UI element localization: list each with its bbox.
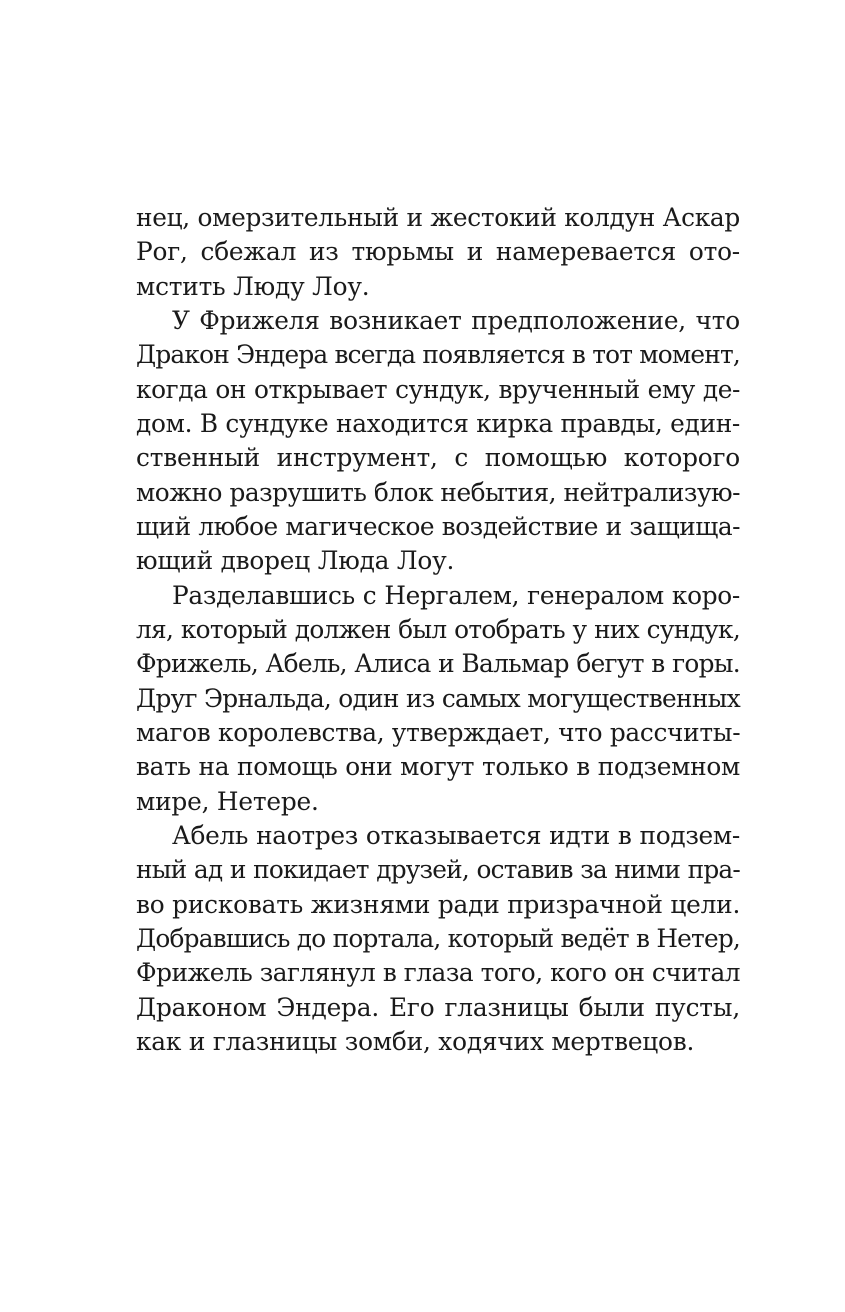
paragraph-3: [136, 579, 740, 819]
text-line: Абель наотрез отказывается идти в подзем-: [172, 820, 740, 850]
text-line: щий любое магическое воздействие и защища-: [136, 511, 740, 541]
text-line: можно разрушить блок небытия, нейтрализую-: [136, 477, 740, 507]
paragraph-2: [136, 304, 740, 579]
text-line: Разделавшись с Нергалем, генералом коро-: [172, 580, 740, 610]
text-line: Добравшись до портала, который ведёт в Нетер,: [136, 923, 740, 953]
text-line: Драконом Эндера. Его глазницы были пусты,: [136, 992, 740, 1022]
text-line: У Фрижеля возникает предположение, что: [172, 305, 740, 335]
text-line: ный ад и покидает друзей, оставив за ними пра-: [136, 855, 740, 885]
text-line: во рисковать жизнями ради призрачной цели.: [136, 889, 741, 919]
text-line: мире, Нетере.: [136, 786, 319, 816]
text-line: мстить Люду Лоу.: [136, 271, 370, 301]
text-line: Рог, сбежал из тюрьмы и намеревается ото-: [136, 237, 740, 267]
text-line: ственный инструмент, с помощью которого: [136, 443, 740, 473]
paragraph-1: [136, 201, 740, 304]
text-line: Дракон Эндера всегда появляется в тот момент,: [136, 340, 740, 370]
body-text: [136, 201, 740, 1059]
text-line: нец, омерзительный и жестокий колдун Аскар: [136, 203, 740, 232]
text-line: ющий дворец Люда Лоу.: [136, 546, 455, 576]
text-line: Фрижель, Абель, Алиса и Вальмар бегут в горы.: [136, 649, 740, 679]
text-line: как и глазницы зомби, ходячих мертвецов.: [136, 1026, 695, 1056]
text-line: Друг Эрнальда, один из самых могущественных: [136, 683, 740, 713]
paragraph-4: [136, 819, 740, 1059]
text-line: Фрижель заглянул в глаза того, кого он считал: [136, 958, 740, 988]
text-line: ля, который должен был отобрать у них сундук,: [136, 614, 740, 644]
text-line: вать на помощь они могут только в подземном: [136, 752, 740, 782]
text-line: дом. В сундуке находится кирка правды, един-: [136, 408, 740, 438]
text-line: магов королевства, утверждает, что рассчиты-: [136, 717, 741, 747]
text-line: когда он открывает сундук, врученный ему де-: [136, 374, 740, 404]
